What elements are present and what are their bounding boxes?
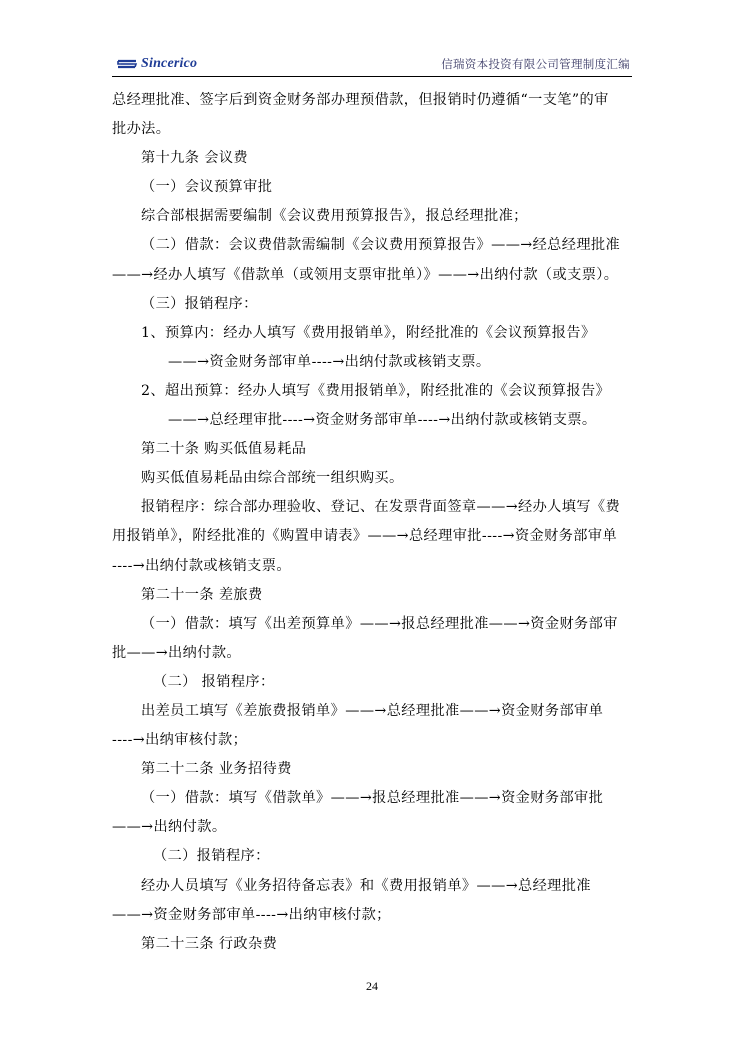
body-line: 购买低值易耗品由综合部统一组织购买。 bbox=[141, 470, 404, 487]
body-line: 1、预算内：经办人填写《费用报销单》，附经批准的《会议预算报告》 bbox=[141, 324, 596, 341]
body-line: ——→总经理审批----→资金财务部审单----→出纳付款或核销支票。 bbox=[168, 412, 597, 429]
body-line: （二） 报销程序： bbox=[153, 673, 275, 690]
body-line: （一）借款：填写《借款单》——→报总经理批准——→资金财务部审批 bbox=[141, 790, 604, 807]
body-line: 报销程序：综合部办理验收、登记、在发票背面签章——→经办人填写《费 bbox=[141, 499, 621, 516]
body-line: 总经理批准、签字后到资金财务部办理预借款，但报销时仍遵循“一支笔”的审 bbox=[112, 92, 609, 108]
article-heading: 第二十条 购买低值易耗品 bbox=[141, 441, 307, 458]
body-line: 用报销单》，附经批准的《购置申请表》——→总经理审批----→资金财务部审单 bbox=[112, 528, 618, 545]
body-line: （一）会议预算审批 bbox=[141, 179, 273, 196]
body-line: （二）借款：会议费借款需编制《会议费用预算报告》——→经总经理批准 bbox=[141, 237, 621, 254]
company-logo bbox=[116, 55, 197, 73]
document-body bbox=[112, 86, 634, 959]
article-heading: 第二十三条 行政杂费 bbox=[141, 935, 278, 952]
page-header bbox=[112, 52, 632, 77]
body-line: 批——→出纳付款。 bbox=[112, 644, 241, 661]
body-line: （一）借款：填写《出差预算单》——→报总经理批准——→资金财务部审 bbox=[141, 615, 618, 632]
article-heading: 第十九条 会议费 bbox=[141, 150, 249, 167]
logo-text: Sincerico bbox=[141, 56, 198, 71]
body-line: ——→资金财务部审单----→出纳付款或核销支票。 bbox=[168, 353, 491, 370]
body-line: 批办法。 bbox=[112, 121, 171, 138]
body-line: 出差员工填写《差旅费报销单》——→总经理批准——→资金财务部审单 bbox=[141, 702, 604, 719]
body-line: ——→出纳付款。 bbox=[112, 819, 227, 836]
body-line: 综合部根据需要编制《会议费用预算报告》，报总经理批准； bbox=[141, 208, 528, 225]
body-line: ——→资金财务部审单----→出纳审核付款； bbox=[112, 906, 391, 923]
body-line: ——→经办人填写《借款单（或领用支票审批单）》——→出纳付款（或支票）。 bbox=[112, 266, 619, 283]
article-heading: 第二十二条 业务招待费 bbox=[141, 761, 292, 778]
body-line: （二）报销程序： bbox=[153, 848, 270, 865]
body-line: 经办人员填写《业务招待备忘表》和《费用报销单》——→总经理批准 bbox=[141, 877, 591, 894]
article-heading: 第二十一条 差旅费 bbox=[141, 586, 263, 603]
page-number: 24 bbox=[366, 979, 378, 993]
body-line: （三）报销程序： bbox=[141, 295, 258, 312]
sincerico-logo-icon bbox=[116, 58, 138, 70]
body-line: 2、超出预算：经办人填写《费用报销单》，附经批准的《会议预算报告》 bbox=[141, 382, 611, 399]
body-line: ----→出纳付款或核销支票。 bbox=[112, 557, 291, 574]
header-title: 信瑞资本投资有限公司管理制度汇编 bbox=[441, 57, 630, 71]
body-line: ----→出纳审核付款； bbox=[112, 732, 248, 749]
